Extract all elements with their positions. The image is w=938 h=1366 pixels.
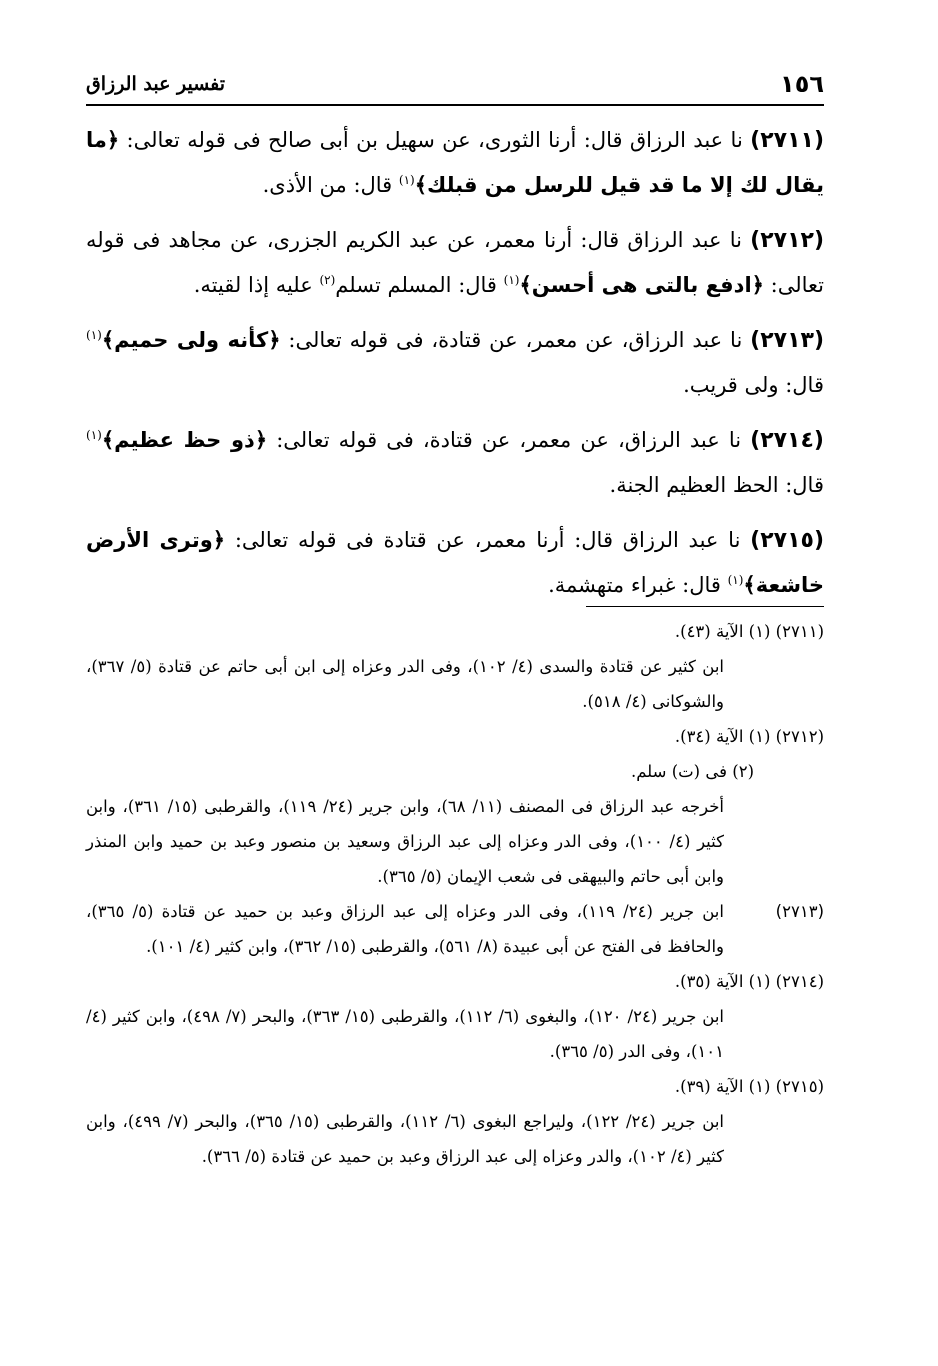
entry-text-end: قال: غبراء متهشمة. — [548, 573, 728, 597]
main-text — [86, 118, 824, 618]
page-number: ١٥٦ — [780, 70, 824, 98]
page-header — [86, 64, 824, 106]
footnote-2712-body: أخرجه عبد الرزاق فى المصنف (١١/ ٦٨)، وابن جرير (٢٤/ ١١٩)، والقرطبى (١٥/ ٣٦١)، وابن كثير (٤/ ١٠٠)، وفى الدر وعزاه إلى عبد الرزاق وسعيد بن منصور وعبد بن حميد وابن المنذر وابن أبى حاتم والبيهقى فى شعب الإيمان (٥/ ٣٦٥). — [86, 797, 724, 886]
entry-2715 — [86, 518, 824, 608]
footnote-ref[interactable]: (١) — [86, 328, 102, 342]
footnote-2713-body: ابن جرير (٢٤/ ١١٩)، وفى الدر وعزاه إلى عبد الرزاق وعبد بن حميد عن قتادة (٥/ ٣٦٥)، والحافظ فى الفتح عن أبى عبيدة (٨/ ٥٦١)، والقرطبى (١٥/ ٣٦٢)، وابن كثير (٤/ ١٠١). — [86, 902, 724, 956]
footnote-ref[interactable]: (١) — [398, 173, 415, 187]
footnote-2713-key: (٢٧١٣) — [775, 902, 824, 921]
entry-paragraph — [86, 218, 824, 308]
entry-text-end: عليه إذا لقيته. — [193, 273, 320, 297]
entry-number: (٢٧١٤) — [750, 428, 824, 453]
footnote-ref[interactable]: (١) — [86, 428, 102, 442]
footnote-2714-body: ابن جرير (٢٤/ ١٢٠)، والبغوى (٦/ ١١٢)، والقرطبى (١٥/ ٣٦٣)، والبحر (٧/ ٤٩٨)، وابن كثير (٤/ ١٠١)، وفى الدر (٥/ ٣٦٥). — [86, 1007, 725, 1061]
footnote-2711-head: (٢٧١١) (١) الآية (٤٣). — [674, 622, 824, 641]
quran-verse: ﴿ادفع بالتى هى أحسن﴾ — [519, 273, 764, 297]
entry-text: نا عبد الرزاق قال: أرنا معمر، عن عبد الكريم الجزرى، عن مجاهد فى قوله تعالى: — [86, 228, 824, 297]
entry-number: (٢٧١٢) — [750, 228, 824, 253]
entry-number: (٢٧١٥) — [750, 528, 824, 553]
entry-2713 — [86, 318, 824, 408]
entry-text: نا عبد الرزاق قال: أرنا معمر، عن قتادة فى قوله تعالى: — [225, 528, 751, 552]
entry-number: (٢٧١٣) — [750, 328, 824, 353]
entry-text: نا عبد الرزاق، عن معمر، عن قتادة، فى قوله تعالى: — [280, 328, 751, 352]
quran-verse: ﴿كأنه ولى حميم﴾ — [101, 328, 281, 352]
entry-number: (٢٧١١) — [750, 128, 824, 153]
entry-text: نا عبد الرزاق، عن معمر، عن قتادة، فى قوله تعالى: — [267, 428, 751, 452]
entry-paragraph — [86, 318, 824, 408]
running-title: تفسير عبد الرزاق — [86, 73, 226, 95]
footnote-2712-head: (٢٧١٢) (١) الآية (٣٤). — [674, 727, 824, 746]
footnote-2711-body: ابن كثير عن قتادة والسدى (٤/ ١٠٢)، وفى الدر وعزاه إلى ابن أبى حاتم عن قتادة (٥/ ٣٦٧)، والشوكانى (٤/ ٥١٨). — [86, 657, 724, 711]
footnote-2714-head: (٢٧١٤) (١) الآية (٣٥). — [674, 972, 824, 991]
entry-text: نا عبد الرزاق قال: أرنا الثورى، عن سهيل بن أبى صالح فى قوله تعالى: — [119, 128, 751, 152]
entry-text-end: قال: الحظ العظيم الجنة. — [609, 473, 824, 497]
footnote-2712-sub: (٢) فى (ت) سلم. — [630, 762, 754, 781]
quran-verse: ﴿ما يقال لك إلا ما قد قيل للرسل من قبلك﴾ — [86, 128, 824, 197]
quran-verse: ﴿وترى الأرض خاشعة﴾ — [86, 528, 824, 597]
entry-text-end: قال: من الأذى. — [262, 173, 399, 197]
entry-2712 — [86, 218, 824, 308]
footnote-ref[interactable]: (١) — [503, 273, 520, 287]
entry-text-end: قال: ولى قريب. — [683, 373, 824, 397]
entry-text-mid: قال: المسلم تسلم — [335, 273, 504, 297]
footnotes — [86, 614, 824, 1174]
quran-verse: ﴿ذو حظ عظيم﴾ — [101, 428, 268, 452]
entry-paragraph — [86, 518, 824, 608]
entry-2714 — [86, 418, 824, 508]
entry-paragraph — [86, 418, 824, 508]
footnote-ref-2[interactable]: (٢) — [319, 273, 336, 287]
footnote-separator — [586, 606, 824, 607]
entry-paragraph — [86, 118, 824, 208]
entry-2711 — [86, 118, 824, 208]
footnote-2715-head: (٢٧١٥) (١) الآية (٣٩). — [674, 1077, 824, 1096]
footnote-2713 — [86, 894, 824, 964]
footnote-ref[interactable]: (١) — [727, 573, 744, 587]
footnote-2715-body: ابن جرير (٢٤/ ١٢٢)، وليراجع البغوى (٦/ ١١٢)، والقرطبى (١٥/ ٣٦٥)، والبحر (٧/ ٤٩٩)، وابن كثير (٤/ ١٠٢)، والدر وعزاه إلى عبد الرزاق وعبد بن حميد عن قتادة (٥/ ٣٦٦). — [86, 1112, 725, 1166]
